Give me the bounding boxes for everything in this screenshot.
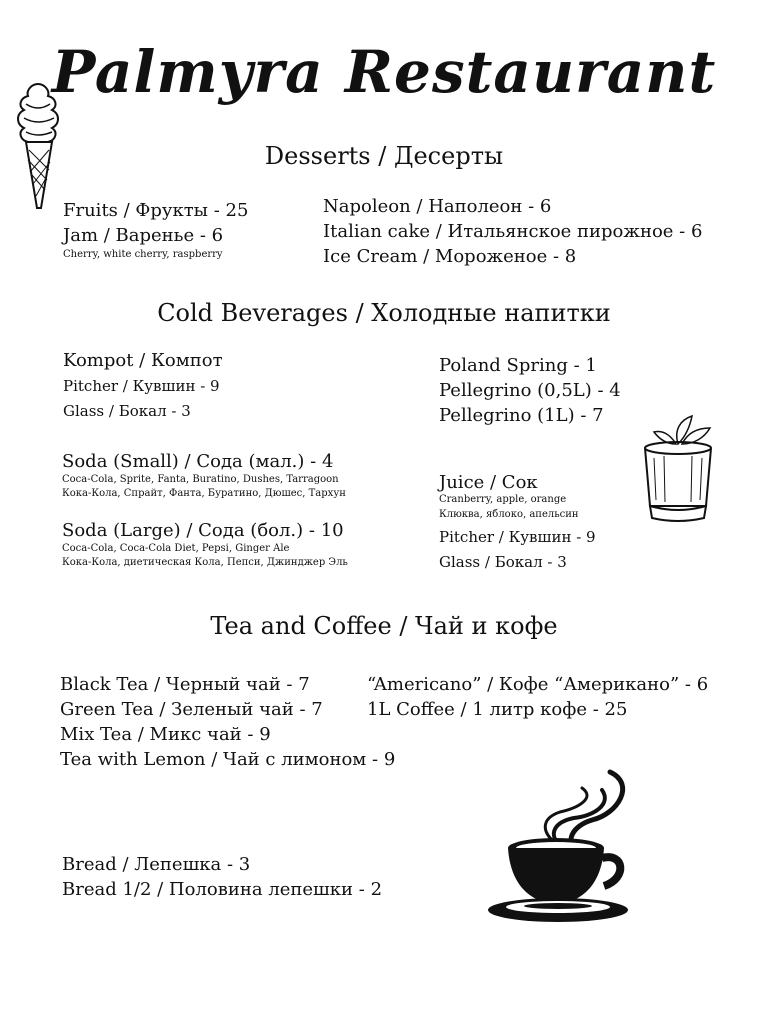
menu-item-americano: “Americano” / Кофе “Американо” - 6 xyxy=(367,674,709,695)
cocktail-glass-icon xyxy=(640,414,716,526)
menu-item-green-tea: Green Tea / Зеленый чай - 7 xyxy=(60,699,323,720)
jam-note: Cherry, white cherry, raspberry xyxy=(63,249,223,260)
coffee-cup-icon xyxy=(486,768,638,934)
kompot-glass: Glass / Бокал - 3 xyxy=(63,402,191,420)
juice-glass: Glass / Бокал - 3 xyxy=(439,553,567,571)
juice-note-ru: Клюква, яблоко, апельсин xyxy=(439,509,579,520)
menu-item-bread-half: Bread 1/2 / Половина лепешки - 2 xyxy=(62,879,383,900)
menu-title: Palmyra Restaurant xyxy=(51,38,717,106)
juice-note-en: Cranberry, apple, orange xyxy=(439,494,567,505)
soda-small-note-en: Coca-Cola, Sprite, Fanta, Buratino, Dushes, Tarragoon xyxy=(62,474,339,485)
menu-item-soda-small: Soda (Small) / Сода (мал.) - 4 xyxy=(62,451,334,472)
menu-item-kompot: Kompot / Компот xyxy=(63,350,223,371)
soda-large-note-en: Coca-Cola, Coca-Cola Diet, Pepsi, Ginger Ale xyxy=(62,543,290,554)
menu-item-pellegrino-large: Pellegrino (1L) - 7 xyxy=(439,405,604,426)
desserts-heading: Desserts / Десерты xyxy=(264,142,504,170)
menu-item-italian-cake: Italian cake / Итальянское пирожное - 6 xyxy=(323,221,703,242)
menu-item-1l-coffee: 1L Coffee / 1 литр кофе - 25 xyxy=(367,699,628,720)
soda-small-note-ru: Кока-Кола, Спрайт, Фанта, Буратино, Дюшес, Тархун xyxy=(62,488,346,499)
menu-item-tea-lemon: Tea with Lemon / Чай с лимоном - 9 xyxy=(60,749,396,770)
tea-coffee-heading: Tea and Coffee / Чай и кофе xyxy=(210,612,558,640)
menu-item-ice-cream: Ice Cream / Мороженое - 8 xyxy=(323,246,577,267)
cold-beverages-heading: Cold Beverages / Холодные напитки xyxy=(157,299,611,327)
menu-item-poland-spring: Poland Spring - 1 xyxy=(439,355,597,376)
soda-large-note-ru: Кока-Кола, диетическая Кола, Пепси, Джинджер Эль xyxy=(62,557,348,568)
menu-item-black-tea: Black Tea / Черный чай - 7 xyxy=(60,674,310,695)
menu-item-napoleon: Napoleon / Наполеон - 6 xyxy=(323,196,552,217)
menu-item-bread: Bread / Лепешка - 3 xyxy=(62,854,251,875)
menu-item-juice: Juice / Сок xyxy=(439,472,538,493)
juice-pitcher: Pitcher / Кувшин - 9 xyxy=(439,528,596,546)
menu-item-pellegrino-small: Pellegrino (0,5L) - 4 xyxy=(439,380,621,401)
menu-item-jam: Jam / Варенье - 6 xyxy=(63,225,224,246)
kompot-pitcher: Pitcher / Кувшин - 9 xyxy=(63,377,220,395)
menu-item-mix-tea: Mix Tea / Микс чай - 9 xyxy=(60,724,271,745)
menu-item-fruits: Fruits / Фрукты - 25 xyxy=(63,200,249,221)
menu-item-soda-large: Soda (Large) / Сода (бол.) - 10 xyxy=(62,520,344,541)
